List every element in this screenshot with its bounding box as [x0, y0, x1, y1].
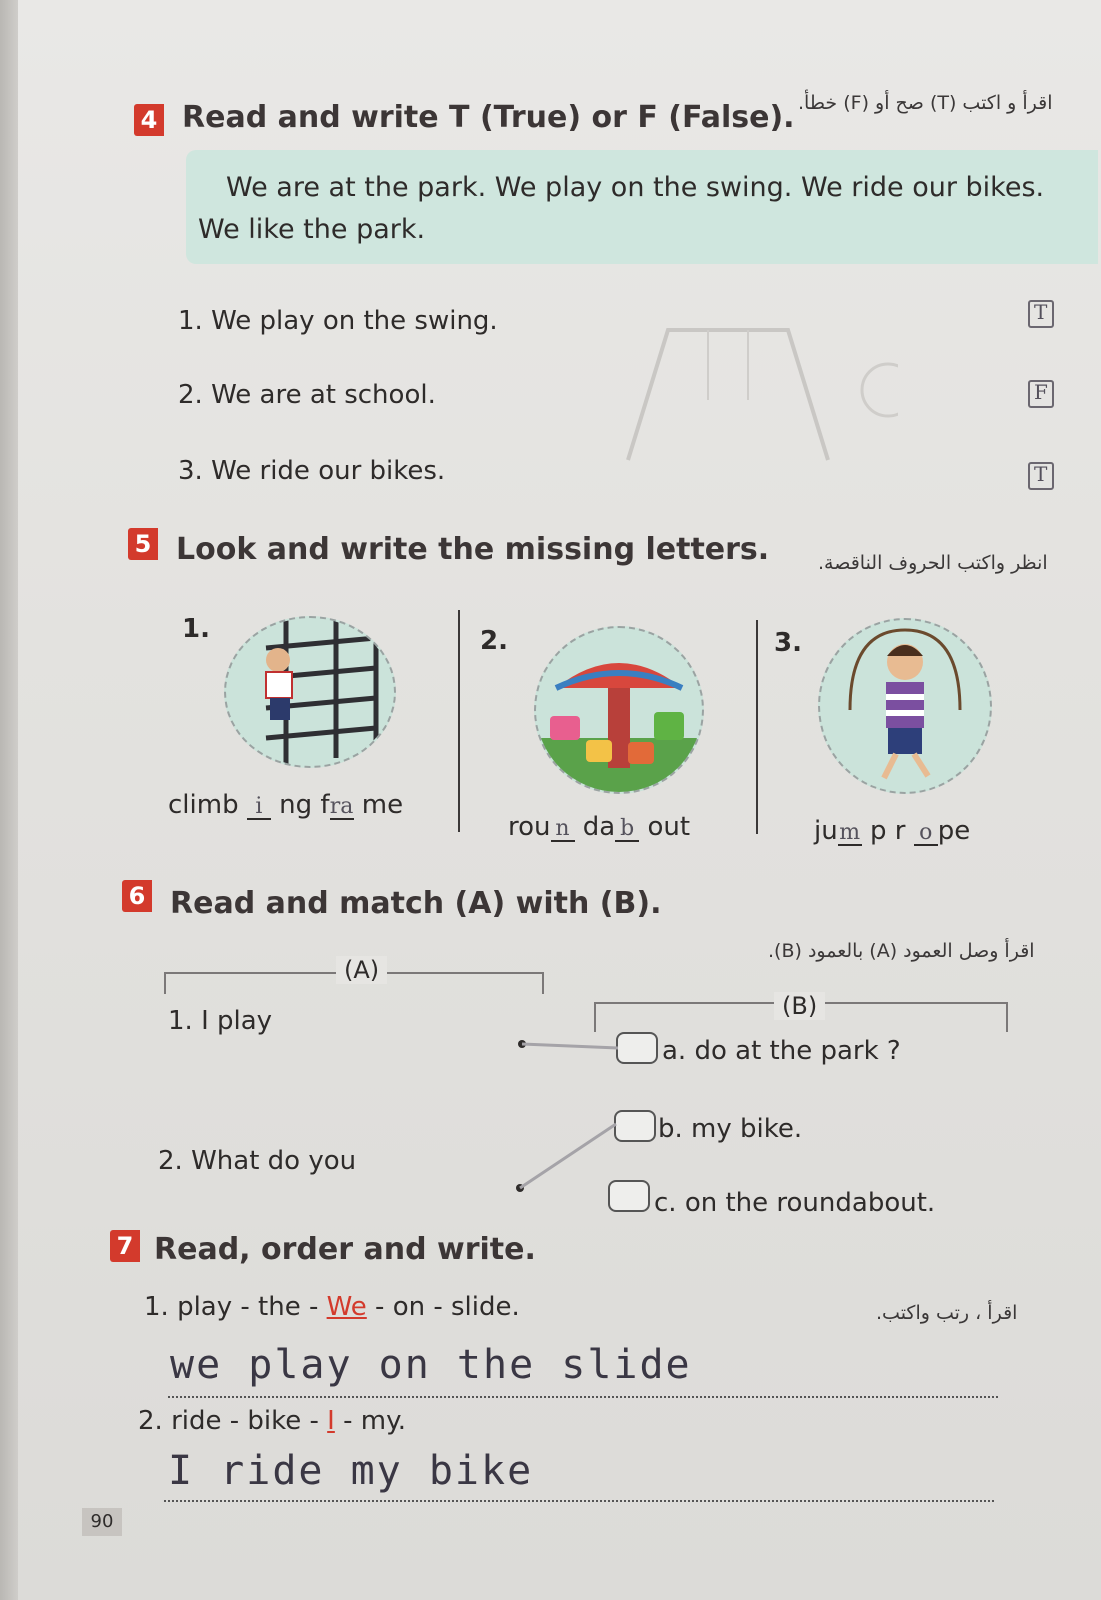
column-b-item-b: b. my bike.: [658, 1114, 803, 1144]
climbing-frame-picture: [224, 616, 396, 768]
word-climbing-frame: [168, 790, 403, 820]
item-1-part-5: me: [361, 790, 404, 820]
order-item-1-key: We: [326, 1292, 367, 1322]
item-1-blank-1[interactable]: i: [247, 796, 271, 820]
item-3-number: 3.: [774, 628, 802, 658]
divider-1: [458, 610, 460, 832]
word-roundabout: [508, 812, 690, 842]
exercise-4-arabic: اقرأ و اكتب (T) صح أو (F) خطأ.: [798, 92, 1053, 114]
item-2-blank-2[interactable]: b: [615, 818, 639, 842]
answer-box-1[interactable]: [1028, 300, 1054, 328]
divider-2: [756, 620, 758, 834]
column-b-item-a: a. do at the park ?: [662, 1036, 901, 1066]
exercise-5-arabic: انظر واكتب الحروف الناقصة.: [818, 552, 1048, 574]
column-a-item-2: 2. What do you: [158, 1146, 357, 1176]
exercise-6-title: Read and match (A) with (B).: [170, 886, 662, 921]
item-3-blank-2[interactable]: o: [914, 822, 938, 846]
item-1-part-1: climb: [168, 790, 239, 820]
item-2-part-5: out: [647, 812, 691, 842]
reading-passage: [186, 150, 1098, 264]
workbook-page: [18, 0, 1101, 1600]
order-answer-2: I ride my bike: [168, 1448, 534, 1494]
order-item-2: [138, 1406, 406, 1436]
order-answer-1: we play on the slide: [170, 1342, 692, 1388]
answer-box-2[interactable]: [1028, 380, 1054, 408]
exercise-5-badge: 5: [128, 528, 158, 560]
order-item-2-pre: 2. ride - bike -: [138, 1406, 328, 1436]
order-item-1-pre: 1. play - the -: [144, 1292, 327, 1322]
climbing-frame-drawing: [226, 618, 394, 766]
page-number: 90: [82, 1508, 122, 1536]
answer-line-2[interactable]: [164, 1500, 994, 1502]
match-lines: [508, 1020, 648, 1200]
exercise-4-badge: 4: [134, 104, 164, 136]
item-3-part-1: ju: [814, 816, 838, 846]
column-a-label: (A): [336, 956, 387, 984]
column-b-label: (B): [774, 992, 825, 1020]
exercise-5-title: Look and write the missing letters.: [176, 532, 770, 567]
order-item-1-post: - on - slide.: [366, 1292, 520, 1322]
item-2-blank-1[interactable]: n: [551, 818, 575, 842]
passage-line-2: We like the park.: [198, 214, 426, 245]
passage-line-1: We are at the park. We play on the swing. We ride our bikes.: [226, 172, 1045, 203]
exercise-4-title: Read and write T (True) or F (False).: [182, 100, 795, 135]
item-2-part-1: rou: [508, 812, 551, 842]
statement-1: 1. We play on the swing.: [178, 306, 498, 336]
answer-1: T: [1034, 300, 1048, 324]
statement-2: 2. We are at school.: [178, 380, 436, 410]
item-3-part-3: p r: [869, 816, 906, 846]
order-item-1: [144, 1292, 520, 1322]
item-1-part-3: ng f: [279, 790, 330, 820]
park-illustration: [598, 290, 898, 470]
column-a-item-1: 1. I play: [168, 1006, 273, 1036]
exercise-6-badge: 6: [122, 880, 152, 912]
answer-line-1[interactable]: [168, 1396, 998, 1398]
item-3-part-5: pe: [937, 816, 971, 846]
exercise-7-arabic: اقرأ ، رتب واكتب.: [876, 1302, 1018, 1324]
roundabout-drawing: [536, 628, 702, 792]
item-2-part-3: da: [582, 812, 616, 842]
answer-2: F: [1034, 380, 1048, 404]
exercise-7-title: Read, order and write.: [154, 1232, 536, 1267]
jump-rope-drawing: [820, 620, 990, 792]
item-2-number: 2.: [480, 626, 508, 656]
jump-rope-picture: [818, 618, 992, 794]
order-item-2-key: I: [327, 1406, 335, 1436]
exercise-7-badge: 7: [110, 1230, 140, 1262]
statement-3: 3. We ride our bikes.: [178, 456, 446, 486]
column-b-item-c: c. on the roundabout.: [654, 1188, 936, 1218]
word-jump-rope: [814, 816, 970, 846]
roundabout-picture: [534, 626, 704, 794]
answer-box-3[interactable]: [1028, 462, 1054, 490]
answer-3: T: [1034, 462, 1048, 486]
item-1-blank-2[interactable]: ra: [329, 794, 354, 819]
order-item-2-post: - my.: [334, 1406, 407, 1436]
exercise-6-arabic: اقرأ وصل العمود (A) بالعمود (B).: [768, 940, 1035, 962]
item-3-blank-1[interactable]: m: [839, 820, 861, 845]
item-1-number: 1.: [182, 614, 210, 644]
